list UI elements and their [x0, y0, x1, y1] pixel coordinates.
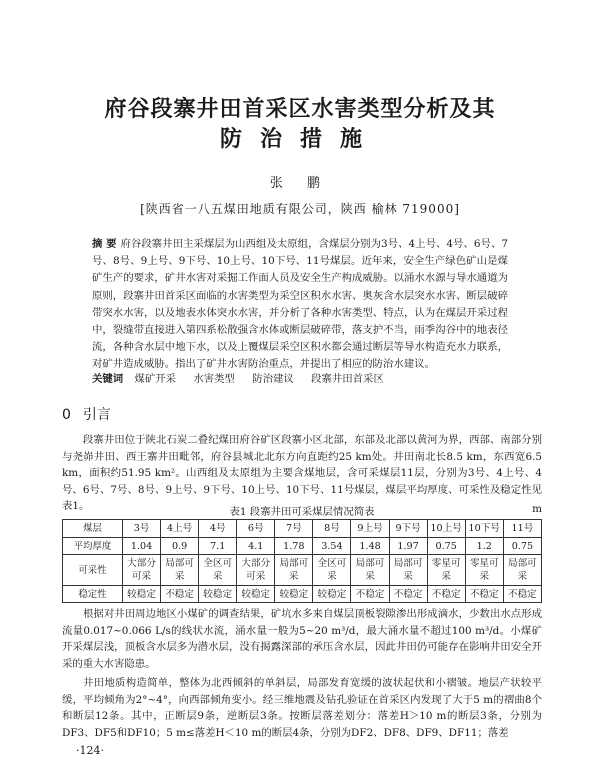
- table-cell: 局部可采: [351, 555, 389, 586]
- section-title: 引言: [82, 407, 111, 423]
- table-cell: 较稳定: [123, 586, 161, 603]
- table-cell: 零星可采: [465, 555, 503, 586]
- body-paragraph: 井田地质构造简单，整体为北西倾斜的单斜层，局部发育宽缓的波状起伏和小褶皱。地层产状较平缓，平均倾角为2°~4°，向西部倾角变小。经三维地震及钻孔验证在首采区内发现了大于5 m的褶曲8个和断层12条。其中，正断层9条，逆断层3条。按断层落差划分：落差H＞10 m的断层3条，分别为DF3、DF5和DF10；5 m≤落差H＜10 m的断层4条，分别为DF2、DF8、DF9、DF11；落差: [62, 677, 542, 739]
- table-header-cell: 9下号: [389, 520, 427, 538]
- paper-title-line1: 府谷段寨井田首采区水害类型分析及其: [104, 97, 496, 122]
- keyword: 水害类型: [193, 373, 235, 385]
- table-row: [63, 555, 542, 586]
- table-cell: 全区可采: [199, 555, 237, 586]
- table-cell: 1.97: [389, 538, 427, 555]
- coal-seam-table: [62, 519, 542, 603]
- table-cell: 不稳定: [161, 586, 199, 603]
- table-cell: 局部可采: [161, 555, 199, 586]
- table-cell: 0.75: [503, 538, 541, 555]
- table-header-cell: 4上号: [161, 520, 199, 538]
- table-cell: 零星可采: [427, 555, 465, 586]
- table-cell: 大部分可采: [123, 555, 161, 586]
- row-label: 平均厚度: [63, 538, 123, 555]
- table-cell: 不稳定: [465, 586, 503, 603]
- section-heading: [62, 404, 111, 424]
- keywords: [92, 372, 508, 386]
- abstract: [92, 236, 508, 374]
- table-header-cell: 3号: [123, 520, 161, 538]
- table-cell: 1.2: [465, 538, 503, 555]
- table-header-cell: 煤层: [63, 520, 123, 538]
- keyword: 防治建议: [252, 373, 294, 385]
- table-header-row: [63, 520, 542, 538]
- table-header-cell: 9上号: [351, 520, 389, 538]
- table-caption: 表1 段寨井田可采煤层情况简表: [229, 506, 375, 518]
- table-row: [63, 538, 542, 555]
- paper-title-line2: 防治措施: [219, 127, 380, 152]
- table-cell: 7.1: [199, 538, 237, 555]
- page-number: ·124·: [76, 744, 104, 757]
- table-cell: 不稳定: [503, 586, 541, 603]
- table-unit: m: [532, 503, 542, 515]
- table-cell: 较稳定: [199, 586, 237, 603]
- abstract-label: 摘 要: [92, 238, 117, 250]
- table-cell: 不稳定: [427, 586, 465, 603]
- table-cell: 1.04: [123, 538, 161, 555]
- table-cell: 较稳定: [313, 586, 351, 603]
- table-header-cell: 8号: [313, 520, 351, 538]
- section-number: 0: [62, 407, 71, 423]
- table-header-cell: 10下号: [465, 520, 503, 538]
- table-cell: 全区可采: [313, 555, 351, 586]
- keyword: 段寨井田首采区: [311, 373, 384, 385]
- table-cell: 大部分可采: [237, 555, 275, 586]
- body-paragraph: 段寨井田位于陕北石炭二叠纪煤田府谷矿区段寨小区北部，东部及北部以黄河为界，西部、南部分别与尧峁井田、西王寨井田毗邻，府谷县城北北东方向直距约25 km处。井田南北长8.5 km，东西宽6.5 km，面积约51.95 km²。山西组及太原组为主要含煤地层，含可采煤层11层，分别为3号、4上号、4号、6号、7号、8号、9上号、9下号、10上号、10下号、11号煤层，煤层平均厚度、可采性及稳定性见表1。: [62, 434, 542, 512]
- author: 张 鹏: [269, 176, 331, 191]
- table-cell: 不稳定: [389, 586, 427, 603]
- table-cell: 局部可采: [389, 555, 427, 586]
- row-label: 可采性: [63, 555, 123, 586]
- keyword: 煤矿开采: [134, 373, 177, 385]
- table-cell: 较稳定: [275, 586, 313, 603]
- body-paragraph: 根据对井田周边地区小煤矿的调查结果，矿坑水多来自煤层顶板裂隙渗出形成滴水，少数出水点形成流量0.017~0.066 L/s的线状水流，涌水量一般为5~20 m³/d，最大涌水量不超过100 m³/d。小煤矿开采煤层浅，顶板含水层多为潜水层，没有揭露深部的承压含水层，因此井田仍可能存在影响井田安全开采的重大水害隐患。: [62, 608, 542, 670]
- table-cell: 0.75: [427, 538, 465, 555]
- table-row: [63, 586, 542, 603]
- row-label: 稳定性: [63, 586, 123, 603]
- table-cell: 局部可采: [503, 555, 541, 586]
- table-header-cell: 6号: [237, 520, 275, 538]
- affiliation: [陕西省一八五煤田地质有限公司，陕西 榆林 719000]: [140, 202, 460, 216]
- table-cell: 4.1: [237, 538, 275, 555]
- table-cell: 1.48: [351, 538, 389, 555]
- table-header-cell: 4号: [199, 520, 237, 538]
- table-cell: 不稳定: [351, 586, 389, 603]
- table-cell: 3.54: [313, 538, 351, 555]
- table-header-cell: 10上号: [427, 520, 465, 538]
- table-header-cell: 11号: [503, 520, 541, 538]
- abstract-text: 府谷段寨井田主采煤层为山西组及太原组，含煤层分别为3号、4上号、4号、6号、7号、8号、9上号、9下号、10上号、10下号、11号煤层。近年来，安全生产绿色矿山是煤矿生产的要求，矿井水害对采掘工作面人员及安全生产构成威胁。以涌水水源与导水通道为原则，段寨井田首采区面临的水害类型为采空区积水水害、奥灰含水层突水水害、断层破碎带突水水害，以及地表水体突水水害，并分析了各种水害类型、特点，认为在煤层开采过程中，裂缝带直接进入第四系松散强含水体或断层破碎带，落支护不当，雨季沟谷中的地表径流，各种含水层中地下水，以及上覆煤层采空区积水都会通过断层等导水构造充水力联系，对矿井造成威胁。指出了矿井水害防治重点，并提出了相应的防治水建议。: [92, 238, 508, 371]
- table-cell: 较稳定: [237, 586, 275, 603]
- keywords-label: 关键词: [92, 373, 124, 385]
- table-cell: 1.78: [275, 538, 313, 555]
- table-header-cell: 7号: [275, 520, 313, 538]
- table-cell: 0.9: [161, 538, 199, 555]
- table-cell: 局部可采: [275, 555, 313, 586]
